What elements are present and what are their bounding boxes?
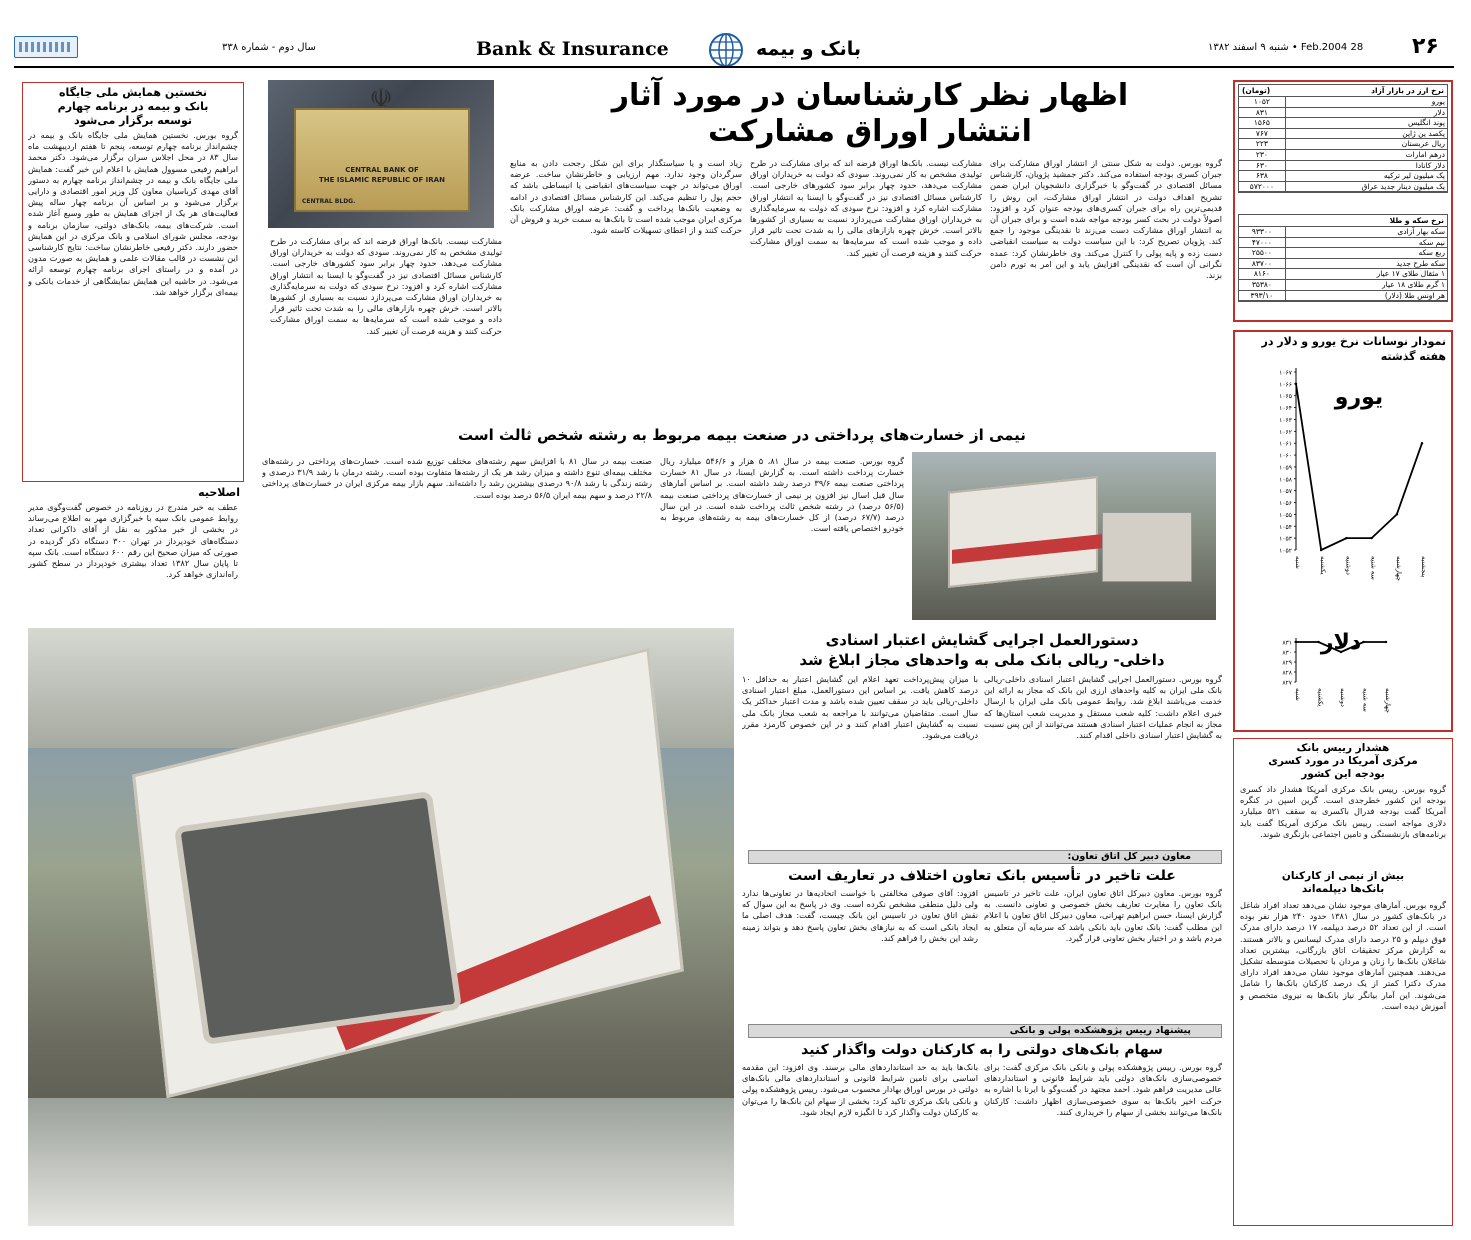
euro-y-tick: ۱۰۵۷ <box>1279 488 1292 496</box>
shares-col-1: گروه بورس. رییس پژوهشکده پولی و بانکی بانک مرکزی گفت: برای خصوصی‌سازی بانک‌های دولتی باید شرایط قانونی و استانداردهای عالی مدیریت فراهم شود. احمد مجتهد در گفت‌وگو با ایرنا با اشاره به حرکت اخیر بانک‌ها به سوی خصوصی‌سازی اظهار داشت: کارکنان بانک‌ها می‌توانند بخشی از سهام را خریداری کنند. <box>984 1062 1222 1117</box>
fx-row <box>1239 150 1447 161</box>
bank-staff-head-1: بیش از نیمی از کارکنان <box>1281 870 1405 882</box>
coin-value: ۲۵۵۰۰ <box>1251 248 1272 258</box>
directive-col-2: با میزان پیش‌پرداخت تعهد اعلام این گشایش اعتبار به حداقل ۱۰ درصد کاهش یافت. بر اساس این دستورالعمل، مبلغ اعتبار اسنادی داخلی-ریالی باید در سقف تعیین شده باشد و مدت اعتبار حداکثر یک سال است. متقاضیان می‌توانند با مراجعه به شعب مجاز بانک ملی نسبت به گشایش اعتبار اقدام کنند و در این خصوص کارمزد مقرر دریافت می‌شود. <box>742 674 978 741</box>
fx-table <box>1238 84 1448 193</box>
dollar-x-tick: دوشنبه <box>1339 688 1347 707</box>
fx-row <box>1239 171 1447 182</box>
coin-value: ۸۳۷۰۰ <box>1251 258 1272 268</box>
coop-col-1: گروه بورس. معاون دبیرکل اتاق تعاون ایران، علت تاخیر در تاسیس بانک تعاون را مغایرت تعاریف بخش خصوصی و تعاونی دانست. به گزارش ایسنا، حسن ابراهیم تهرانی، معاون دبیرکل اتاق تعاون با اعلام این مطلب گفت: بانک تعاون باید بانکی باشد که سرمایه آن متعلق به مردم باشد و در اختیار بخش تعاونی قرار گیرد. <box>984 888 1222 943</box>
dollar-point <box>1385 641 1387 643</box>
fx-value: ۶۳۸ <box>1255 171 1268 181</box>
euro-point <box>1421 442 1423 444</box>
fx-name: درهم امارات <box>1285 150 1447 160</box>
crash-photo-small <box>912 452 1216 620</box>
euro-point <box>1370 537 1372 539</box>
header-rule <box>14 66 1454 68</box>
coin-row <box>1239 280 1447 291</box>
sign-text-en-2: THE ISLAMIC REPUBLIC OF IRAN <box>319 176 445 184</box>
dollar-y-tick: ۸۲۹ <box>1282 659 1292 667</box>
directive-headline-2: داخلی- ریالی بانک ملی به واحدهای مجاز ابلاغ شد <box>799 651 1165 669</box>
shares-col-2: بانک‌ها باید به حد استانداردهای مالی برسند. وی افزود: این مقدمه اساسی برای تامین شرایط قانونی و استانداردهای مالی بانک‌های دولتی در بورس اوراق بهادار محسوب می‌شود. رییس پژوهشکده پولی و بانکی بانک مرکزی تاکید کرد: بخشی از سهام این بانک‌ها را می‌توان به کارکنان دولت واگذار کرد تا انگیزه لازم ایجاد شود. <box>742 1062 978 1117</box>
euro-y-tick: ۱۰۶۱ <box>1279 440 1292 448</box>
euro-y-tick: ۱۰۶۷ <box>1279 369 1292 377</box>
coop-col-2: افزود: آقای صوفی مخالفتی با خواست اتحادیه‌ها در تعاونی‌ها ندارد ولی دلیل منطقی مشخص نکرده است. وی در پاسخ به این سوال که نقش اتاق تعاون در تاسیس این بانک چیست، گفت: هدف اصلی ما ایجاد بانکی است که به نیازهای بخش تعاون پاسخ دهد و بتواند زمینه رشد این بخش را فراهم کند. <box>742 888 978 943</box>
coin-title: نرخ سکه و طلا <box>1389 216 1444 225</box>
page-number: ۲۶ <box>1412 34 1439 59</box>
dollar-y-tick: ۸۲۷ <box>1282 679 1292 687</box>
dollar-x-tick: چهارشنبه <box>1384 688 1392 713</box>
euro-x-tick: پنجشنبه <box>1420 556 1428 578</box>
conference-body: گروه بورس. نخستین همایش ملی جایگاه بانک و بیمه در چشم‌انداز برنامه چهارم توسعه، پنجم تا هفتم اردیبهشت ماه سال ۸۳ در محل اجلاس سران برگزار می‌شود. دکتر محمد ابراهیم رفیعی مسوول همایش با اعلام این خبر گفت: همایش ملی جایگاه بانک و بیمه در چشم‌انداز برنامه چهارم به دستور آقای مهدی کرباسیان معاون کل وزیر امور اقتصادی و دارایی برگزار می‌شود و بر اساس آن برنامه چهار ساله پیش فعالیت‌های هر یک از اجزای همایش به طور وسیع آغاز شده است. شرکت‌های بیمه، بانک‌های دولتی، سازمان برنامه و بودجه، مجلس شورای اسلامی و بانک مرکزی در این همایش حضور دارند. دکتر رفیعی خاطرنشان ساخت: نتایج کارشناسی این نشست در قالب مقالات علمی و همایش به صورت مدون در آمده و در راستای اجرای برنامه چهارم توسعه ارائه می‌شود. در حاشیه این همایش نمایشگاهی از خدمات بانکی و بیمه‌ای برگزار خواهد شد. <box>28 130 238 297</box>
main-headline-1: اظهار نظر کارشناسان در مورد آثار <box>611 78 1129 113</box>
fx-value: ۲۲۳ <box>1255 139 1268 149</box>
euro-y-tick: ۱۰۶۵ <box>1279 393 1292 401</box>
fx-value: ۷۶۷ <box>1255 128 1268 138</box>
section-title-fa: بانک و بیمه <box>756 38 862 60</box>
euro-point <box>1295 383 1297 385</box>
coin-row <box>1239 248 1447 259</box>
coin-table <box>1238 214 1448 302</box>
coin-value: ۳۹۳/۱۰ <box>1250 290 1274 300</box>
fx-value: ۲۳۰ <box>1255 149 1268 159</box>
dollar-x-tick: یکشنبه <box>1316 688 1325 707</box>
fx-row <box>1239 129 1447 140</box>
euro-y-tick: ۱۰۵۵ <box>1279 511 1292 519</box>
fx-value: ۱۰۵۲ <box>1253 97 1270 106</box>
issue-number: سال دوم - شماره ۳۳۸ <box>222 42 316 53</box>
coin-value: ۳۵۳۸۰ <box>1251 279 1272 289</box>
euro-y-tick: ۱۰۵۳ <box>1279 535 1292 543</box>
coin-name: ربع سکه <box>1285 248 1447 258</box>
correction-title: اصلاحیه <box>198 486 240 499</box>
fx-name: دلار کانادا <box>1285 161 1447 171</box>
coin-name: هر اونس طلا (دلار) <box>1285 291 1447 301</box>
fx-row <box>1239 139 1447 150</box>
fx-name: یورو <box>1285 97 1447 107</box>
euro-y-tick: ۱۰۵۸ <box>1279 476 1292 484</box>
conference-headline-3: توسعه برگزار می‌شود <box>74 114 192 127</box>
sign-text-en-1: CENTRAL BANK OF <box>345 166 419 174</box>
euro-x-tick: شنبه <box>1294 556 1302 569</box>
fx-row <box>1239 118 1447 129</box>
central-bank-sign-photo <box>268 80 494 228</box>
section-title-en: Bank & Insurance <box>476 38 669 60</box>
dollar-series-name: دلار <box>1320 630 1362 656</box>
insurance-col-2: صنعت بیمه در سال ۸۱ با افزایش سهم رشته‌های مختلف توزیع شده است. خسارت‌های پرداختی در رشته‌های مختلف بیمه‌ای تنوع داشته و میزان رشد هر یک از رشته‌ها متفاوت بوده است. رشته درمان با رشد ۳۱/۹ درصدی و رشته زندگی با رشد ۹۰/۸ درصدی بیشترین رشد را داشته‌اند. سهم بازار بیمه مرکزی ایران در خسارت‌های پرداختی ۲۲/۸ درصد و سهم بیمه ایران ۵۶/۵ درصد بوده است. <box>262 456 652 500</box>
euro-y-tick: ۱۰۵۴ <box>1279 523 1292 531</box>
iran-emblem-icon: ☫ <box>369 84 393 114</box>
main-col-1: گروه بورس. دولت به شکل سنتی از انتشار اوراق مشارکت برای جبران کسری بودجه استفاده می‌کند. دکتر جمشید پژویان، کارشناس مسائل اقتصادی در گفت‌وگو با خبرگزاری دانشجویان ایران ضمن تشریح اهداف دولت در انتشار اوراق مشارکت، این روش را قدیمی‌ترین راه برای جبران کسری‌های بودجه عنوان کرد و افزود: اصولاً دولت در بحث کسر بودجه مواجه شده است و برای جبران آن به انتشار اوراق مشارکت دست می‌زند تا نقدینگی موجود را جمع کند. پژویان تصریح کرد: با این سیاست دولت به سیاست انقباضی دست زده و پایه پولی را کنترل می‌کند. وی خاطرنشان کرد: عمده نگرانی آن است که نقدینگی افزایش یابد و این امر به تورم دامن بزند. <box>990 158 1222 281</box>
coin-value: ۸۱۶۰ <box>1253 269 1270 279</box>
euro-point <box>1396 513 1398 515</box>
fx-row <box>1239 97 1447 108</box>
coin-row <box>1239 259 1447 270</box>
chart-title: نمودار نوسانات نرخ یورو و دلار در هفته گذشته <box>1261 335 1446 363</box>
us-budget-body: گروه بورس. رییس بانک مرکزی آمریکا هشدار داد کسری بودجه این کشور خطرجدی است. گرین اسپن در کنگره آمریکا گفت بودجه فدرال باکسری به سقف ۵۲۱ میلیارد دلاری مواجه است. رییس بانک مرکزی آمریکا گفت باید برنامه‌های بازنشستگی و تامین اجتماعی بازنگری شوند. <box>1240 784 1446 839</box>
us-budget-head-1: هشدار رییس بانک <box>1296 742 1390 754</box>
euro-series-name: یورو <box>1334 385 1384 411</box>
dollar-x-tick: سه شنبه <box>1361 688 1370 712</box>
bank-staff-head-2: بانک‌ها دیپلمه‌اند <box>1301 883 1385 895</box>
coop-headline: علت تاخیر در تأسیس بانک تعاون اختلاف در تعاریف است <box>788 868 1176 884</box>
fx-unit: (تومان) <box>1242 86 1271 95</box>
main-col-2: مشارکت نیست. بانک‌ها اوراق قرضه اند که برای مشارکت در طرح تولیدی مشخص به کار نمی‌روند. سودی که دولت به خریداران اوراق مشارکت می‌دهد، حدود چهار برابر سود کشورهای خارجی است. کارشناس مسائل اقتصادی نیز در گفت‌وگو با ایسنا به انتشار اوراق مشارکت اشاره کرد و افزود: نرخ سودی که دولت به سرمایه‌گذاری به خریداران اوراق مشارکت می‌پردازد نسبت به بسیاری از کشورها بالاتر است. خرش چهره بازارهای مالی را به شدت تحت تاثیر قرار داده و موجب شده است که سرمایه‌ها به سمت اوراق مشارکت حرکت کنند و هزینه فرصت آن تغییر کند. <box>750 158 982 258</box>
euro-y-tick: ۱۰۶۲ <box>1279 428 1292 436</box>
fx-value: ۱۵۶۵ <box>1253 118 1270 128</box>
dollar-x-tick: شنبه <box>1294 688 1302 701</box>
shares-bar: پیشنهاد رییس پژوهشکده پولی و بانکی <box>748 1024 1222 1038</box>
coin-name: ۱ گرم طلای ۱۸ عیار <box>1285 280 1447 290</box>
coin-row <box>1239 291 1447 302</box>
masthead-logo <box>14 36 78 58</box>
dollar-point <box>1317 641 1319 643</box>
euro-y-tick: ۱۰۵۹ <box>1279 464 1292 472</box>
coin-row <box>1239 269 1447 280</box>
fx-title: نرخ ارز در بازار آزاد <box>1371 86 1444 95</box>
euro-dollar-chart <box>1236 364 1450 728</box>
main-headline-2: انتشار اوراق مشارکت <box>708 114 1032 149</box>
fx-name: پوند انگلیس <box>1285 118 1447 128</box>
coin-row <box>1239 227 1447 238</box>
fx-row <box>1239 161 1447 172</box>
euro-y-tick: ۱۰۵۲ <box>1279 547 1292 555</box>
coin-value: ۹۳۳۰۰ <box>1251 227 1272 236</box>
euro-point <box>1320 549 1322 551</box>
coin-name: نیم سکه <box>1285 238 1447 248</box>
dollar-y-tick: ۸۳۰ <box>1282 649 1292 657</box>
conference-headline-2: بانک و بیمه در برنامه چهارم <box>57 100 209 113</box>
sign-text-en-3: CENTRAL BLDG. <box>302 198 356 205</box>
fx-row <box>1239 108 1447 119</box>
fx-name: دلار <box>1285 108 1447 118</box>
euro-point <box>1345 537 1347 539</box>
euro-y-tick: ۱۰۶۰ <box>1279 452 1292 460</box>
shares-headline: سهام بانک‌های دولتی را به کارکنان دولت واگذار کنید <box>801 1042 1163 1058</box>
dollar-y-tick: ۸۳۱ <box>1282 639 1292 647</box>
fx-row <box>1239 182 1447 193</box>
fx-value: ۶۳۰ <box>1255 160 1268 170</box>
coin-value: ۴۷۰۰۰ <box>1251 237 1272 247</box>
main-col-3: زیاد است و یا سیاستگذار برای این شکل رجحت دادن به منابع سرگردان وجود ندارد. مهم ارزیابی و خاطرنشان ساخت. عرضه اوراق می‌تواند در جهت سیاست‌های انقباضی یا انبساطی باشد که حجم پول را تنظیم می‌کند. این کارشناس مسائل اقتصادی در ادامه به وضعیت بانک‌ها پرداخت و گفت: عرضه اوراق مشارکت بانک مرکزی ایران موجب شده است تا بانک‌ها به سمت خرید و فروش آن حرکت کنند و از اعطای تسهیلات کاسته شود. <box>510 158 742 236</box>
crash-photo-large <box>28 628 734 1226</box>
date-line: 28 Feb.2004 • شنبه ۹ اسفند ۱۳۸۲ <box>1208 42 1364 53</box>
directive-col-1: گروه بورس. دستورالعمل اجرایی گشایش اعتبار اسنادی داخلی-ریالی بانک ملی ایران به کلیه واحدهای ارزی این بانک که مجاز به ارائه این خدمت می‌باشند ابلاغ شد. روابط عمومی بانک ملی ایران با ارسال خبری اعلام داشت: کلیه شعب مستقل و مدیریت شعب استان‌ها که مجاز به انجام عملیات اعتبار اسنادی هستند می‌توانند از این پس نسبت به گشایش اعتبار اسنادی داخلی اقدام کنند. <box>984 674 1222 741</box>
conference-headline-1: نخستین همایش ملی جایگاه <box>58 86 208 99</box>
euro-x-tick: دوشنبه <box>1344 556 1353 575</box>
euro-x-tick: سه شنبه <box>1369 556 1378 580</box>
directive-headline-1: دستورالعمل اجرایی گشایش اعتبار اسنادی <box>825 631 1139 649</box>
us-budget-head-3: بودجه این کشور <box>1301 768 1385 780</box>
euro-y-tick: ۱۰۶۳ <box>1279 416 1292 424</box>
insurance-col-1: گروه بورس. صنعت بیمه در سال ۸۱، ۵ هزار و ۵۴۶/۶ میلیارد ریال خسارت پرداخت داشته است. به گزارش ایسنا، در سال ۸۱ خسارت پرداختی صنعت بیمه ۳۹/۶ درصد رشد داشته است. بر اساس آمارهای سال قبل اسال نیز افزون بر نیمی از خسارت‌های پرداختی صنعت بیمه (۵۶/۵ درصد) در رشته شخص ثالث پرداخت شده است. در این سال درصد (۶۷/۷ درصد) از کل خسارت‌های بیمه به رشته‌های مربوط به خودرو اختصاص یافته است. <box>660 456 904 534</box>
euro-y-tick: ۱۰۶۴ <box>1279 405 1292 413</box>
coin-row <box>1239 238 1447 249</box>
dollar-point <box>1295 641 1297 643</box>
correction-body: عطف به خبر مندرج در روزنامه در خصوص گفت‌وگوی مدیر روابط عمومی بانک سپه با خبرگزاری مهر به اطلاع می‌رساند در بخشی از خبر مذکور به نقل از آقای ذاکرانی تعداد دستگاه‌های خودپرداز در تهران ۳۰۰ دستگاه ذکر گردیده در صورتی که میزان صحیح این رقم ۶۰۰ دستگاه است. بانک سپه تا پایان سال ۱۳۸۲ تعداد بیشتری خودپرداز در سطح کشور راه‌اندازی خواهد کرد. <box>28 502 238 580</box>
main-col-4: مشارکت نیست. بانک‌ها اوراق قرضه اند که برای مشارکت در طرح تولیدی مشخص به کار نمی‌روند. سودی که دولت به خریداران اوراق مشارکت می‌دهد، حدود چهار برابر سود کشورهای خارجی است. کارشناس مسائل اقتصادی نیز در گفت‌وگو با ایسنا به انتشار اوراق مشارکت اشاره کرد و افزود: نرخ سودی که دولت به سرمایه‌گذاری به خریداران اوراق مشارکت می‌پردازد نسبت به بسیاری از کشورها بالاتر است. خرش چهره بازارهای مالی را به شدت تحت تاثیر قرار داده و موجب شده است که سرمایه‌ها به سمت اوراق مشارکت حرکت کنند و هزینه فرصت آن تغییر کند. <box>270 236 502 336</box>
fx-value: ۸۳۱ <box>1255 107 1268 117</box>
globe-icon <box>708 32 744 68</box>
fx-name: یک میلیون لیر ترکیه <box>1285 171 1447 181</box>
fx-name: یک میلیون دینار جدید عراق <box>1285 182 1447 192</box>
euro-y-tick: ۱۰۵۶ <box>1279 500 1292 508</box>
coop-bar: معاون دبیر کل اتاق تعاون: <box>748 850 1222 864</box>
euro-y-tick: ۱۰۶۶ <box>1279 381 1292 389</box>
fx-value: ۵۷۲۰۰۰ <box>1249 181 1274 191</box>
bank-staff-body: گروه بورس. آمارهای موجود نشان می‌دهد تعداد افراد شاغل در بانک‌های کشور در سال ۱۳۸۱ حدود ۲۴۰ هزار نفر بوده است. از این تعداد ۵۲ درصد دیپلمه، ۱۷ درصد دارای مدرک فوق دیپلم و ۲۵ درصد دارای مدرک لیسانس و بالاتر هستند. به گزارش مرکز تحقیقات اتاق بازرگانی، بیشترین تعداد شاغلان بانک‌ها را زنان و مردان با تحصیلات متوسطه تشکیل می‌دهند. همچنین آمارهای موجود نشان می‌دهد افراد دارای مدرک دکترا کمتر از یک درصد کارکنان بانک‌ها را شامل می‌شوند. این آمار بیانگر نیاز بانک‌ها به نیروی متخصص و آموزش دیده است. <box>1240 900 1446 1011</box>
euro-x-tick: چهارشنبه <box>1394 556 1403 581</box>
coin-name: سکه بهار آزادی <box>1285 227 1447 237</box>
fx-name: ریال عربستان <box>1285 139 1447 149</box>
coin-name: ۱ مثقال طلای ۱۷ عیار <box>1285 269 1447 279</box>
dollar-point <box>1362 641 1364 643</box>
euro-x-tick: یکشنبه <box>1319 556 1328 575</box>
us-budget-head-2: مرکزی آمریکا در مورد کسری <box>1268 755 1418 767</box>
insurance-headline: نیمی از خسارت‌های پرداختی در صنعت بیمه مربوط به رشته شخص ثالث است <box>458 426 1026 444</box>
fx-name: یکصد ین ژاپن <box>1285 129 1447 139</box>
dollar-y-tick: ۸۲۸ <box>1282 669 1292 677</box>
coin-name: سکه طرح جدید <box>1285 259 1447 269</box>
